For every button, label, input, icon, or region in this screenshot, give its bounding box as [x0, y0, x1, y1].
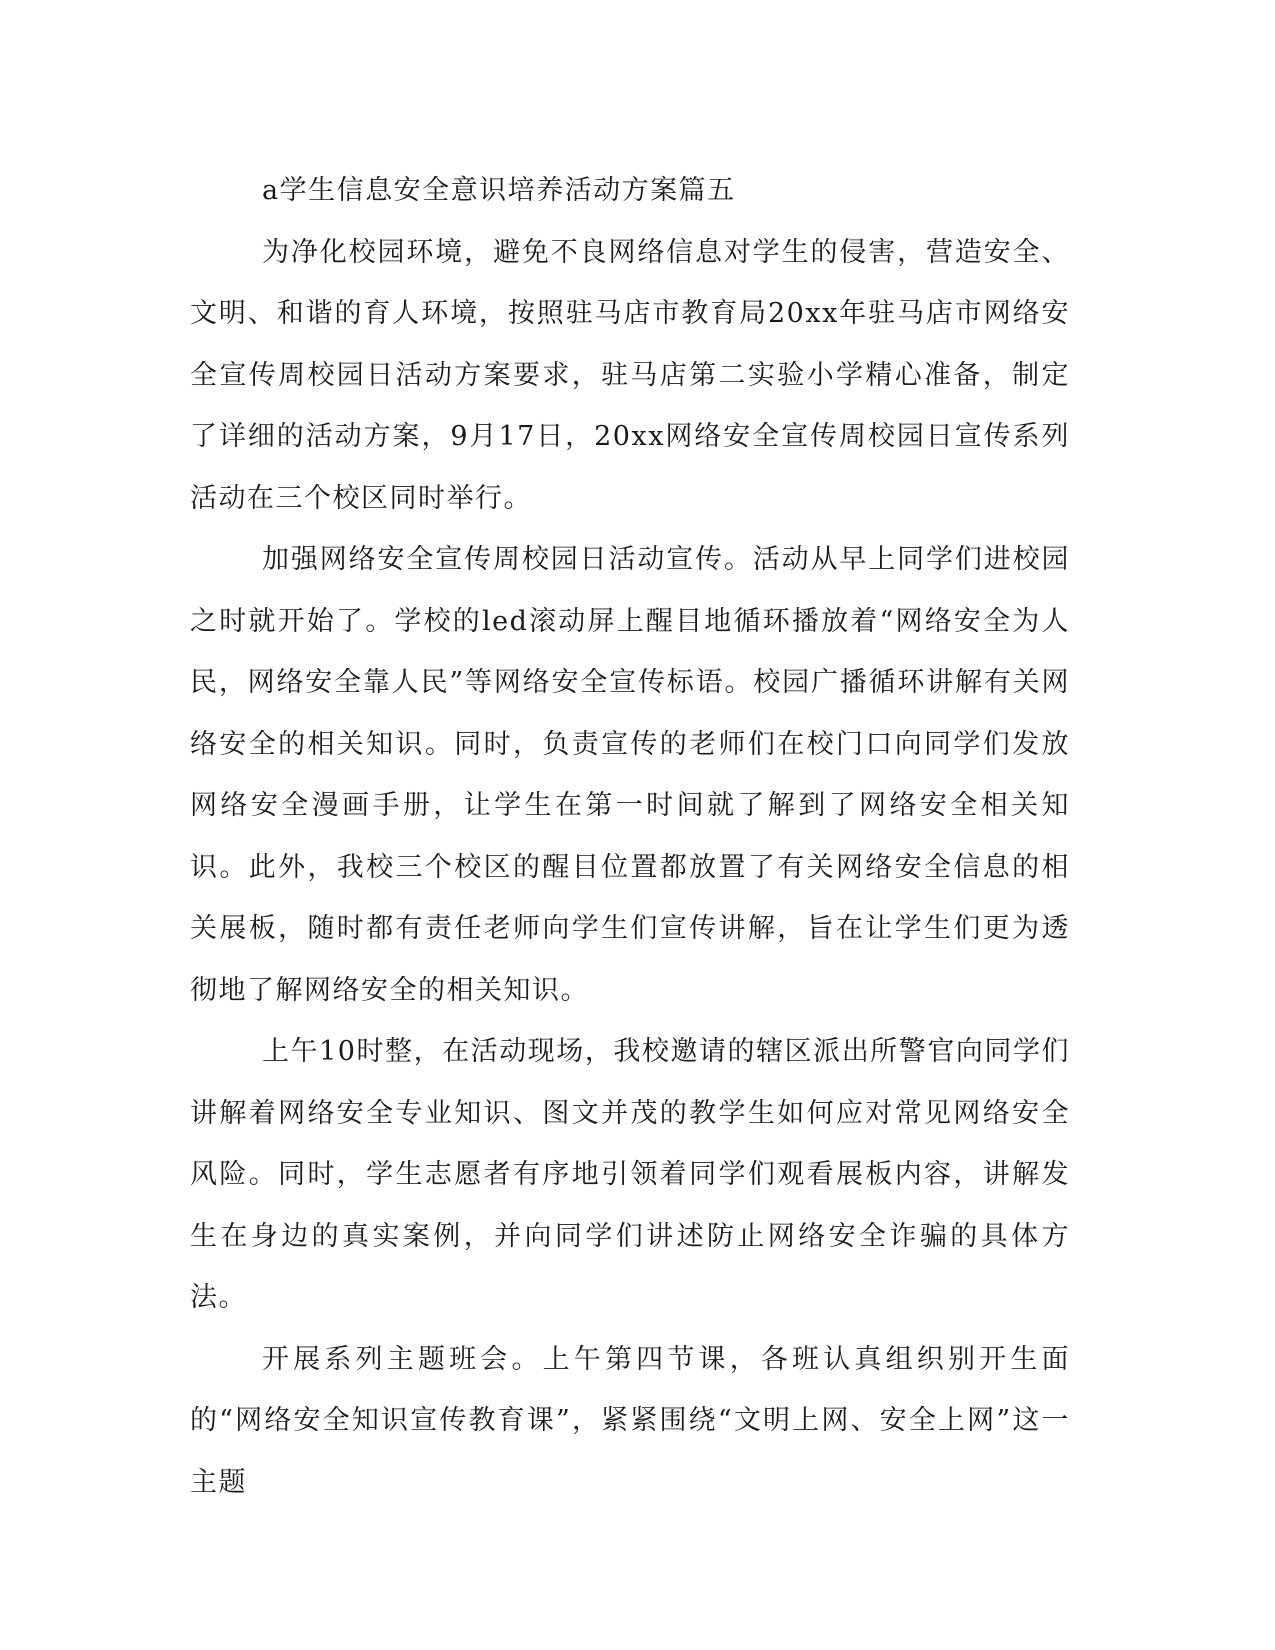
document-title: a学生信息安全意识培养活动方案篇五 [262, 175, 736, 206]
paragraph-class-meeting: 开展系列主题班会。上午第四节课，各班认真组织别开生面的“网络安全知识宣传教育课”，紧紧围绕“文明上网、安全上网”这一主题 [190, 1343, 1070, 1498]
paragraph-police-lecture: 上午10时整，在活动现场，我校邀请的辖区派出所警官向同学们讲解着网络安全专业知识、图文并茂的教学生如何应对常见网络安全风险。同时，学生志愿者有序地引领着同学们观看展板内容，讲解发生在身边的真实案例，并向同学们讲述防止网络安全诈骗的具体方法。 [190, 1036, 1070, 1313]
document-body [190, 160, 1070, 1513]
paragraph-publicity: 加强网络安全宣传周校园日活动宣传。活动从早上同学们进校园之时就开始了。学校的led滚动屏上醒目地循环播放着“网络安全为人民，网络安全靠人民”等网络安全宣传标语。校园广播循环讲解有关网络安全的相关知识。同时，负责宣传的老师们在校门口向同学们发放网络安全漫画手册，让学生在第一时间就了解到了网络安全相关知识。此外，我校三个校区的醒目位置都放置了有关网络安全信息的相关展板，随时都有责任老师向学生们宣传讲解，旨在让学生们更为透彻地了解网络安全的相关知识。 [190, 544, 1070, 1006]
paragraph-intro: 为净化校园环境，避免不良网络信息对学生的侵害，营造安全、文明、和谐的育人环境，按照驻马店市教育局20xx年驻马店市网络安全宣传周校园日活动方案要求，驻马店第二实验小学精心准备，制定了详细的活动方案，9月17日，20xx网络安全宣传周校园日宣传系列活动在三个校区同时举行。 [190, 236, 1070, 514]
